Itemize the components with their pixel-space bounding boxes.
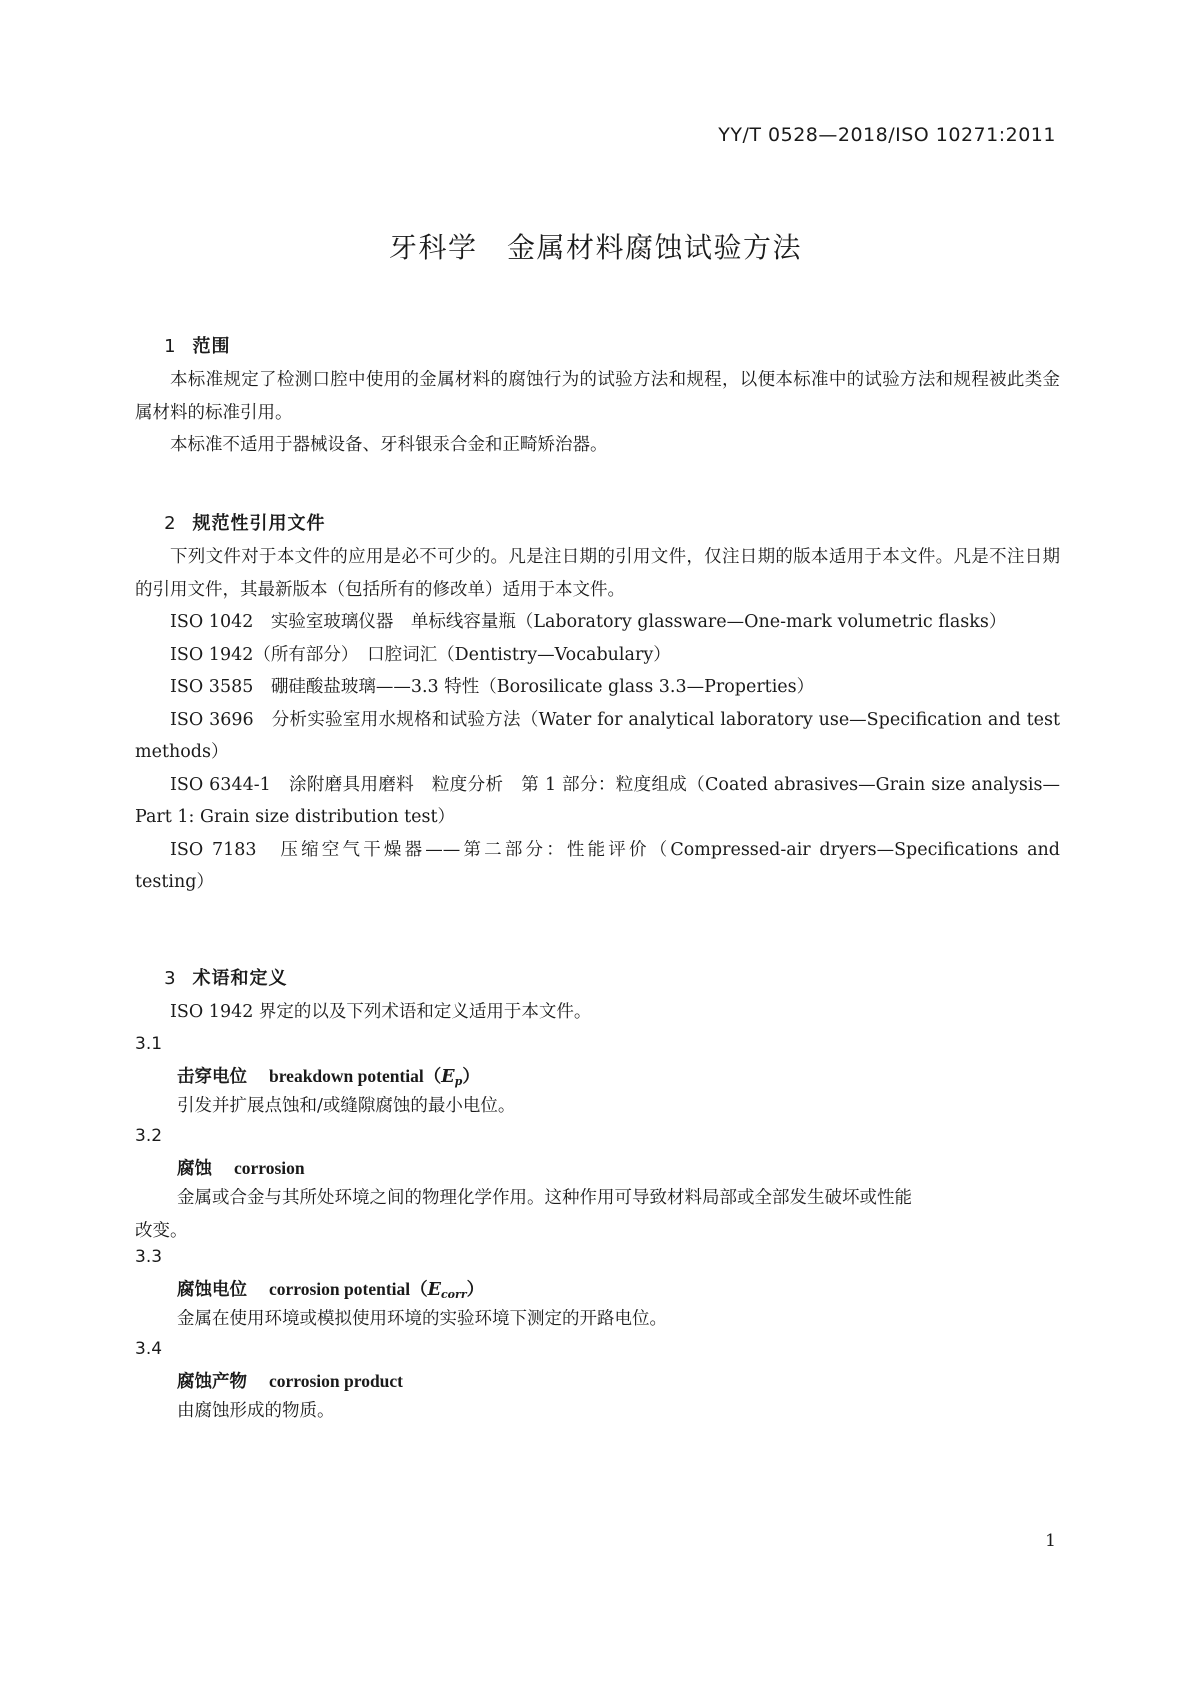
section-1-paragraph: 本标准规定了检测口腔中使用的金属材料的腐蚀行为的试验方法和规程，以便本标准中的试验方法和规程被此类金属材料的标准引用。 <box>135 370 1060 423</box>
term-subscript: corr <box>440 1288 467 1301</box>
section-2-title: 规范性引用文件 <box>192 513 326 534</box>
reference-item: ISO 3696 分析实验室用水规格和试验方法（Water for analytical laboratory use—Specification and test methods） <box>135 709 1060 762</box>
term-subscript: p <box>454 1075 463 1088</box>
term-number: 3.2 <box>135 1126 163 1146</box>
section-3-intro: ISO 1942 界定的以及下列术语和定义适用于本文件。 <box>170 1002 592 1022</box>
term-definition <box>177 1090 1060 1123</box>
term-definition <box>177 1303 1060 1336</box>
term-number: 3.4 <box>135 1339 163 1359</box>
term-zh: 击穿电位 <box>177 1067 247 1087</box>
term-en: corrosion <box>234 1158 305 1178</box>
term-definition <box>135 1182 1060 1247</box>
term-number: 3.1 <box>135 1034 163 1054</box>
reference-item: ISO 1042 实验室玻璃仪器 单标线容量瓶（Laboratory glassware—One-mark volumetric flasks） <box>170 612 1007 632</box>
term-definition-text: 引发并扩展点蚀和/或缝隙腐蚀的最小电位。 <box>177 1096 516 1116</box>
term-number: 3.3 <box>135 1247 163 1267</box>
term-en: breakdown potential（ <box>269 1066 442 1086</box>
term-heading <box>177 1276 484 1301</box>
section-1-number: 1 <box>164 336 177 357</box>
section-3-number: 3 <box>164 968 177 989</box>
term-definition-text: 金属在使用环境或模拟使用环境的实验环境下测定的开路电位。 <box>177 1309 667 1329</box>
reference-item: ISO 3585 硼硅酸盐玻璃——3.3 特性（Borosilicate glass 3.3—Properties） <box>170 677 815 697</box>
page-number: 1 <box>1045 1531 1056 1551</box>
term-definition-text: 金属或合金与其所处环境之间的物理化学作用。这种作用可导致材料局部或全部发生破坏或性能 <box>177 1188 912 1208</box>
term-definition-continuation: 改变。 <box>135 1220 188 1241</box>
section-3-body <box>135 996 1060 1029</box>
term-heading <box>177 1063 480 1088</box>
term-zh: 腐蚀 <box>177 1159 212 1179</box>
section-1-title: 范围 <box>192 336 231 357</box>
section-1-paragraph: 本标准不适用于器械设备、牙科银汞合金和正畸矫治器。 <box>170 435 608 455</box>
term-zh: 腐蚀产物 <box>177 1372 247 1392</box>
document-title: 牙科学 金属材料腐蚀试验方法 <box>388 231 802 264</box>
term-heading <box>177 1368 403 1393</box>
reference-item: ISO 6344-1 涂附磨具用磨料 粒度分析 第 1 部分：粒度组成（Coated abrasives—Grain size analysis—Part 1: Grain size distribution test） <box>135 774 1060 827</box>
term-symbol: E <box>427 1280 441 1300</box>
term-zh: 腐蚀电位 <box>177 1280 247 1300</box>
section-2-intro: 下列文件对于本文件的应用是必不可少的。凡是注日期的引用文件，仅注日期的版本适用于本文件。凡是不注日期的引用文件，其最新版本（包括所有的修改单）适用于本文件。 <box>135 547 1060 600</box>
section-1-body <box>135 364 1060 462</box>
reference-item: ISO 1942（所有部分） 口腔词汇（Dentistry—Vocabulary） <box>170 644 671 665</box>
section-2-number: 2 <box>164 513 177 534</box>
term-en: corrosion potential（ <box>269 1279 428 1299</box>
standard-number: YY/T 0528—2018/ISO 10271:2011 <box>718 124 1056 146</box>
term-definition-text: 由腐蚀形成的物质。 <box>177 1401 335 1421</box>
term-en: corrosion product <box>269 1371 404 1391</box>
term-definition <box>177 1395 1060 1428</box>
reference-item: ISO 7183 压缩空气干燥器——第二部分：性能评价（Compressed-air dryers—Specifications and testing） <box>135 839 1060 892</box>
term-symbol: E <box>441 1067 455 1087</box>
term-close: ） <box>462 1066 480 1086</box>
term-heading <box>177 1155 305 1180</box>
term-close: ） <box>466 1279 485 1299</box>
section-3-title: 术语和定义 <box>192 968 288 989</box>
section-2-body <box>135 541 1060 899</box>
